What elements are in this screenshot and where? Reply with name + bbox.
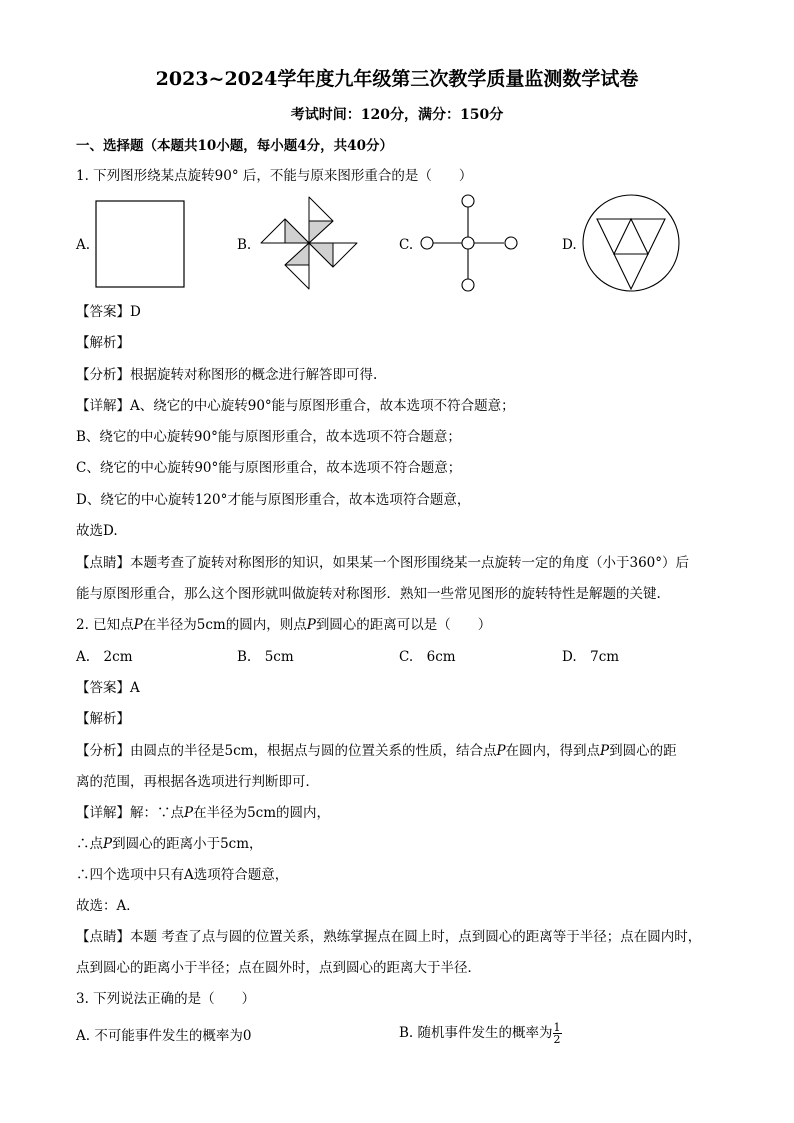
- pinwheel-figure: [257, 193, 361, 293]
- q1-analysis-heading: 【解析】: [76, 335, 130, 351]
- exam-subtitle: 考试时间：120分，满分：150分: [290, 107, 504, 123]
- q1-detail-d: D、绕它的中心旋转120°才能与原图形重合，故本选项符合题意，: [76, 492, 471, 508]
- q1-option-a-label: A.: [76, 237, 91, 253]
- triangle-in-circle-figure: [580, 192, 684, 296]
- q2-analysis-heading: 【解析】: [76, 711, 130, 727]
- q1-answer: 【答案】D: [76, 304, 141, 320]
- q2-option-a: A. 2cm: [76, 649, 133, 665]
- q2-fenxi-line2: 离的范围，再根据各选项进行判断即可．: [76, 774, 319, 790]
- q2-answer: 【答案】A: [76, 680, 140, 696]
- section-heading: 一、选择题（本题共10小题，每小题4分，共40分）: [76, 138, 393, 154]
- q1-choose: 故选D.: [76, 523, 118, 539]
- q2-comment-line1: 【点睛】本题 考查了点与圆的位置关系，熟练掌握点在圆上时，点到圆心的距离等于半径；点在圆内时，: [76, 929, 702, 945]
- q2-detail-line1: 【详解】解：∵点P在半径为5cm的圆内，: [76, 805, 331, 821]
- q2-choose: 故选：A．: [76, 898, 140, 914]
- exam-title: 2023~2024学年度九年级第三次教学质量监测数学试卷: [155, 68, 639, 90]
- q1-detail-b: B、绕它的中心旋转90°能与原图形重合，故本选项不符合题意；: [76, 429, 461, 445]
- square-figure: [94, 199, 188, 289]
- q1-stem: 1. 下列图形绕某点旋转90° 后，不能与原来图形重合的是（ ）: [76, 168, 473, 184]
- q1-comment-line2: 能与原图形重合，那么这个图形就叫做旋转对称图形．熟知一些常见图形的旋转特性是解题的关键.: [76, 586, 661, 602]
- q1-detail-a: 【详解】A、绕它的中心旋转90°能与原图形重合，故本选项不符合题意；: [76, 398, 515, 414]
- q1-option-c-label: C.: [399, 237, 414, 253]
- q2-option-d: D. 7cm: [562, 649, 620, 665]
- q2-option-b: B. 5cm: [237, 649, 294, 665]
- q2-detail-line2: ∴点P到圆心的距离小于5cm，: [76, 836, 263, 852]
- q2-comment-line2: 点到圆心的距离小于半径；点在圆外时，点到圆心的距离大于半径．: [76, 960, 481, 976]
- q1-comment-line1: 【点睛】本题考查了旋转对称图形的知识，如果某一个图形围绕某一点旋转一定的角度（小于360°）后: [76, 555, 690, 571]
- q3-option-b: B. 随机事件发生的概率为 $\frac{1}{2}$: [399, 1021, 561, 1046]
- fraction: $\frac{1}{2}$: [553, 1021, 561, 1046]
- q3-option-a: A. 不可能事件发生的概率为0: [76, 1028, 252, 1044]
- q2-option-c: C. 6cm: [399, 649, 456, 665]
- q2-fenxi-line1: 【分析】由圆点的半径是5cm，根据点与圆的位置关系的性质，结合点P在圆内，得到点P到圆心的距: [76, 743, 677, 759]
- q2-detail-line3: ∴四个选项中只有A选项符合题意，: [76, 867, 289, 883]
- q2-stem: 2. 已知点P在半径为5cm的圆内，则点P到圆心的距离可以是（ ）: [76, 617, 492, 633]
- cross-circles-figure: [418, 192, 522, 296]
- q1-detail-c: C、绕它的中心旋转90°能与原图形重合，故本选项不符合题意；: [76, 460, 462, 476]
- q3-stem: 3. 下列说法正确的是（ ）: [76, 991, 256, 1007]
- q1-fenxi: 【分析】根据旋转对称图形的概念进行解答即可得.: [76, 367, 378, 383]
- q1-option-b-label: B.: [237, 237, 252, 253]
- q1-option-d-label: D.: [562, 237, 577, 253]
